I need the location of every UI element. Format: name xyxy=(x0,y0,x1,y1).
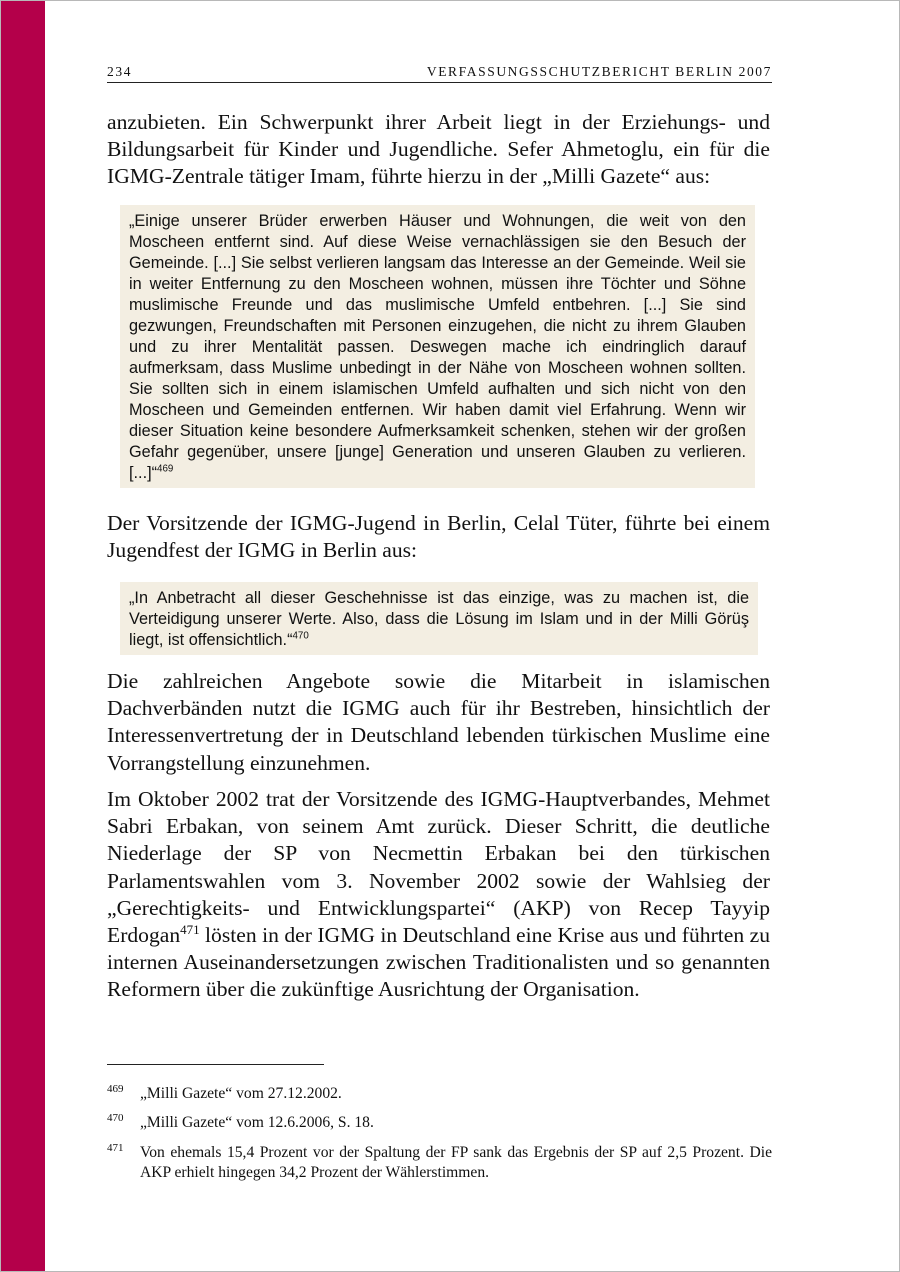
footnote-ref-471[interactable]: 471 xyxy=(180,921,200,937)
paragraph-intro: anzubieten. Ein Schwerpunkt ihrer Arbeit liegt in der Erziehungs- und Bildungsarbeit für Kinder und Jugendliche. Sefer Ahmetoglu, ein für die IGMG-Zentrale tätiger Imam, führte hierzu in der „Milli Gazete“ aus: xyxy=(107,110,770,189)
running-title: VERFASSUNGSSCHUTZBERICHT BERLIN 2007 xyxy=(426,64,772,79)
blockquote-tueter xyxy=(120,582,758,655)
quote-text: „In Anbetracht all dieser Geschehnisse ist das einzige, was zu machen ist, die Verteidigung unserer Werte. Also, dass die Lösung im Islam und in der Milli Görüş liegt, ist offensichtlich.“ xyxy=(129,589,749,649)
footnote-469 xyxy=(107,1084,772,1104)
footnote-text: „Milli Gazete“ vom 27.12.2002. xyxy=(140,1085,342,1102)
footnote-number: 471 xyxy=(107,1142,124,1154)
paragraph-krise xyxy=(107,786,770,1004)
paragraph-tueter: Der Vorsitzende der IGMG-Jugend in Berlin, Celal Tüter, führte bei einem Jugendfest der IGMG in Berlin aus: xyxy=(107,511,770,563)
blockquote-ahmetoglu xyxy=(120,205,755,488)
paragraph-krise-part2: lösten in der IGMG in Deutschland eine Krise aus und führten zu internen Auseinandersetzungen zwischen Traditionalisten und so genannten Reformern über die zukünftige Ausrichtung der Organisation. xyxy=(107,923,770,1002)
footnote-471 xyxy=(107,1143,772,1183)
footnote-text: Von ehemals 15,4 Prozent vor der Spaltung der FP sank das Ergebnis der SP auf 2,5 Prozent. Die AKP erhielt hingegen 34,2 Prozent der Wählerstimmen. xyxy=(140,1144,772,1181)
quote-text: „Einige unserer Brüder erwerben Häuser und Wohnungen, die weit von den Moscheen entfernt sind. Auf diese Weise vernachlässigen sie den Besuch der Gemeinde. [...] Sie selbst verlieren langsam das Interesse an der Gemeinde. Weil sie in weiter Entfernung zu den Moscheen wohnen, müssen ihre Töchter und Söhne muslimische Freunde und das muslimische Umfeld entbehren. [...] Sie sind gezwungen, Freundschaften mit Personen einzugehen, die nicht zu ihrem Glauben und zu ihrer Mentalität passen. Deswegen mache ich eindringlich darauf aufmerksam, dass Muslime unbedingt in der Nähe von Moscheen wohnen sollten. Sie sollten sich in einem islamischen Umfeld aufhalten und sich nicht von den Moscheen und Gemeinden entfernen. Wir haben damit viel Erfahrung. Wenn wir dieser Situation keine besondere Aufmerksamkeit schenken, stehen wir der großen Gefahr gegenüber, unsere [junge] Generation und unseren Glauben zu verlieren. [...]“ xyxy=(129,212,746,482)
footnote-ref-469[interactable]: 469 xyxy=(157,463,174,475)
footnote-number: 469 xyxy=(107,1083,124,1095)
footnote-number: 470 xyxy=(107,1112,124,1124)
running-header xyxy=(107,64,772,83)
footnote-470 xyxy=(107,1113,772,1133)
paragraph-dachverbaende: Die zahlreichen Angebote sowie die Mitarbeit in islamischen Dachverbänden nutzt die IGMG auch für ihr Bestreben, hinsichtlich der Interessenvertretung der in Deutschland lebenden türkischen Muslime eine Vorrangstellung einzunehmen. xyxy=(107,669,770,775)
footnote-separator xyxy=(107,1064,324,1065)
page-spine-bar xyxy=(1,1,45,1271)
footnote-text: „Milli Gazete“ vom 12.6.2006, S. 18. xyxy=(140,1114,374,1131)
footnote-ref-470[interactable]: 470 xyxy=(292,630,309,642)
paragraph-krise-part1: Im Oktober 2002 trat der Vorsitzende des IGMG-Hauptverbandes, Mehmet Sabri Erbakan, von seinem Amt zurück. Dieser Schritt, die deutliche Niederlage der SP von Necmettin Erbakan bei den türkischen Parlamentswahlen vom 3. November 2002 sowie der Wahlsieg der „Gerechtigkeits- und Entwicklungspartei“ (AKP) von Recep Tayyip Erdogan xyxy=(107,787,770,948)
page-number: 234 xyxy=(107,64,133,79)
